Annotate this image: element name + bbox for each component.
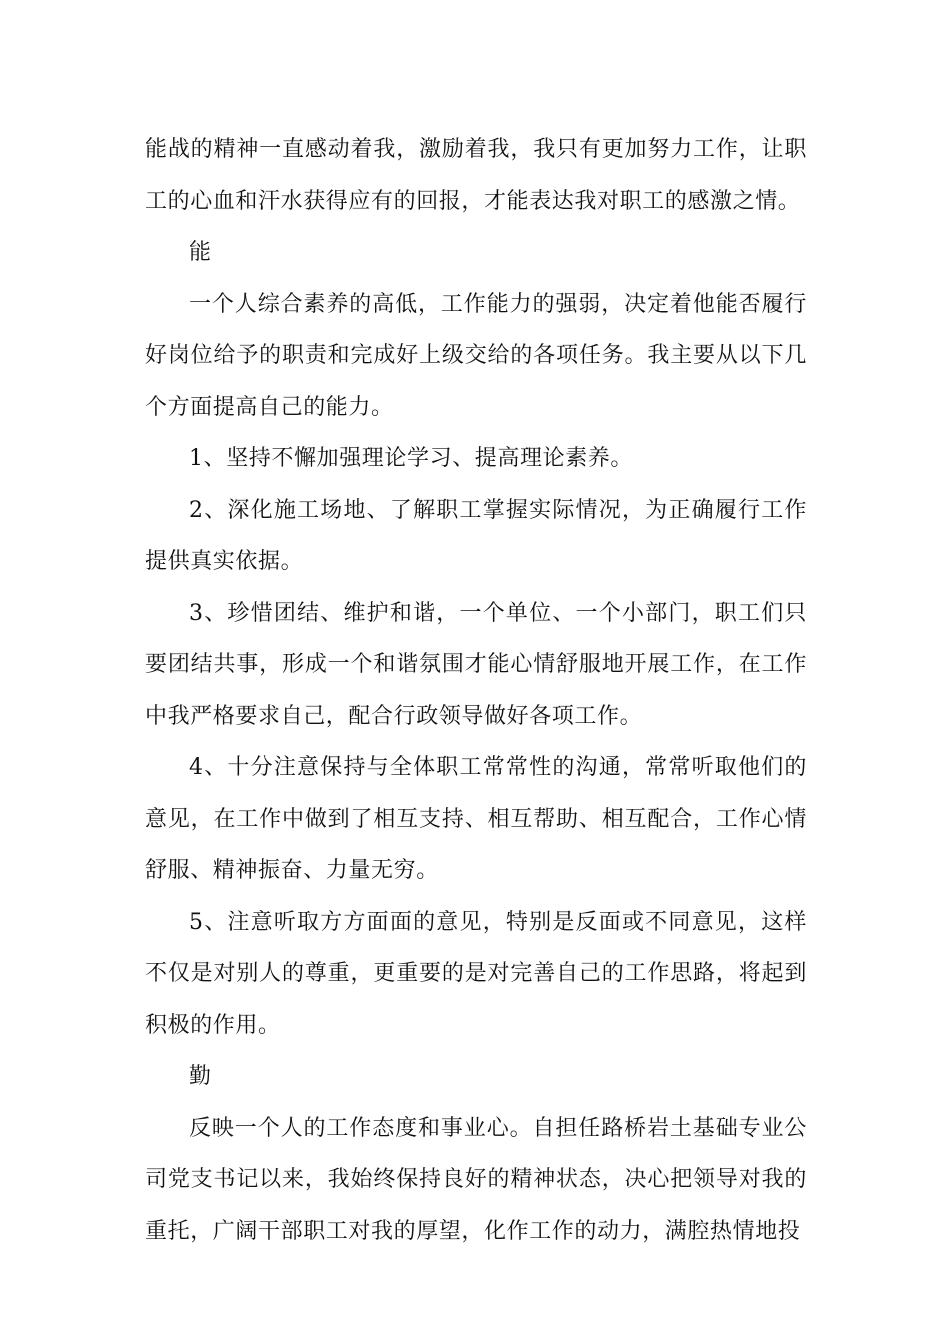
list-item-4: 4、十分注意保持与全体职工常常性的沟通，常常听取他们的意见，在工作中做到了相互支持、相互帮助、相互配合，工作心情舒服、精神振奋、力量无穷。 <box>145 755 807 883</box>
section-heading-neng: 能 <box>189 240 212 265</box>
list-item-2: 2、深化施工场地、了解职工掌握实际情况，为正确履行工作提供真实依据。 <box>145 497 807 574</box>
list-item-1: 1、坚持不懈加强理论学习、提高理论素养。 <box>189 446 633 471</box>
list-item-5: 5、注意听取方方面面的意见，特别是反面或不同意见，这样不仅是对别人的尊重，更重要的是对完善自己的工作思路，将起到积极的作用。 <box>145 909 807 1038</box>
paragraph-diligence: 反映一个人的工作态度和事业心。自担任路桥岩土基础专业公司党支书记以来，我始终保持良好的精神状态，决心把领导对我的重托，广阔干部职工对我的厚望，化作工作的动力，满腔热情地投 <box>145 1115 807 1244</box>
section-heading-qin: 勤 <box>189 1064 212 1089</box>
document-body <box>145 124 807 1257</box>
paragraph-ability-intro: 一个人综合素养的高低，工作能力的强弱，决定着他能否履行好岗位给予的职责和完成好上级交给的各项任务。我主要从以下几个方面提高自己的能力。 <box>145 291 807 420</box>
list-item-3: 3、珍惜团结、维护和谐，一个单位、一个小部门，职工们只要团结共事，形成一个和谐氛围才能心情舒服地开展工作，在工作中我严格要求自己，配合行政领导做好各项工作。 <box>145 600 807 729</box>
paragraph-continued: 能战的精神一直感动着我，激励着我，我只有更加努力工作，让职工的心血和汗水获得应有的回报，才能表达我对职工的感激之情。 <box>145 137 807 214</box>
